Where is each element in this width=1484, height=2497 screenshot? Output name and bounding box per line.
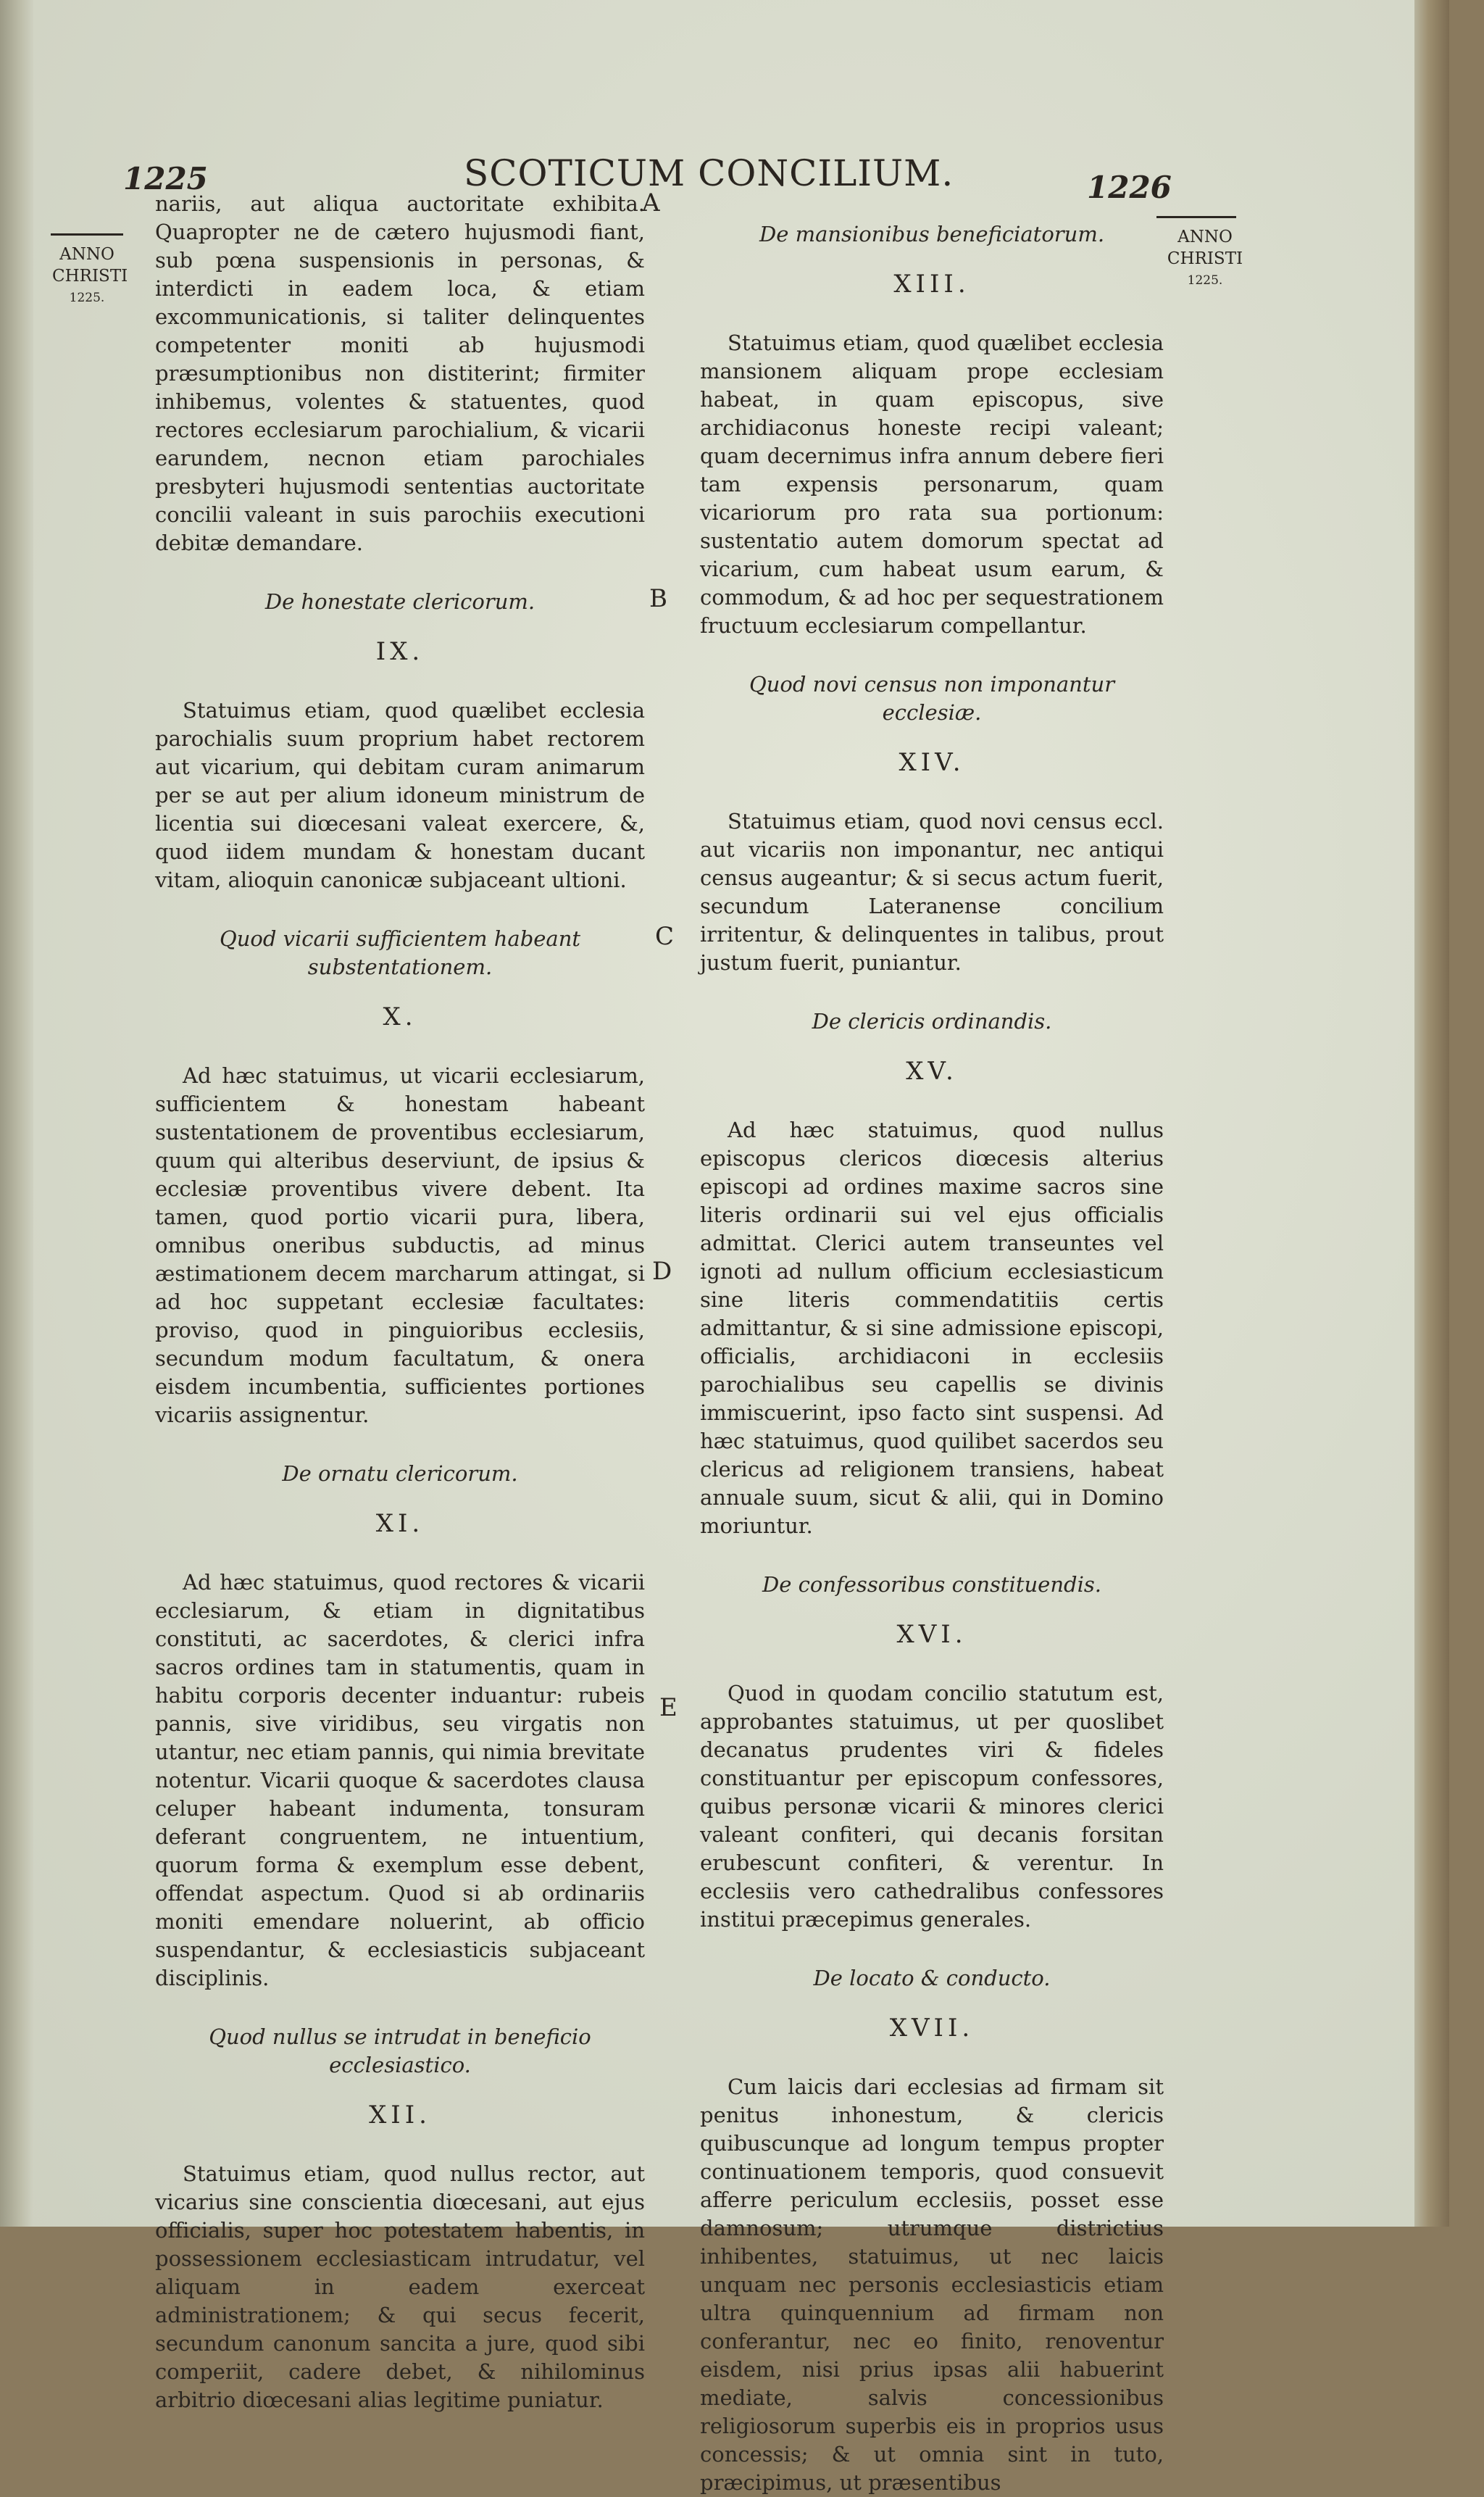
right-page-number: 1226 (1087, 170, 1172, 205)
section-letter-a: A (642, 188, 660, 217)
section-heading: De honestate clericorum. (264, 589, 535, 614)
chapter-number: IX. (375, 637, 425, 666)
section-heading: Quod nullus se intrudat in beneficio ecclesiastico. (209, 2024, 591, 2077)
book-spine (0, 0, 33, 2227)
chapter-number: XIII. (893, 270, 970, 299)
section-letter-b: B (649, 584, 667, 613)
chapter-number: X. (383, 1002, 417, 1031)
margin-rule-left (51, 233, 123, 236)
section-letter-d: D (652, 1257, 672, 1286)
chapter-number: XVII. (889, 2014, 975, 2043)
section-heading: Quod vicarii sufficientem habeant substentationem. (219, 926, 581, 979)
running-title: SCOTICUM CONCILIUM. (464, 152, 954, 194)
left-column (155, 190, 645, 2414)
section-heading: De confessoribus constituendis. (762, 1572, 1101, 1597)
margin-year: 1225. (1187, 273, 1223, 288)
section-letter-c: C (655, 922, 675, 951)
chapter-number: XI. (375, 1509, 425, 1538)
margin-note-right (1159, 226, 1251, 291)
section-heading: De clericis ordinandis. (812, 1009, 1052, 1034)
margin-note-left (52, 244, 128, 309)
margin-rule-right (1156, 216, 1236, 218)
margin-christi: CHRISTI (52, 267, 128, 286)
margin-anno: ANNO (59, 245, 114, 264)
chapter-text: Statuimus etiam, quod novi census eccl. aut vicariis non imponantur, nec antiqui census augeantur; & si secus actum fuerit, secundum Lateranense concilium irritentur, & delinquentes in talibus, prout justum fuerit, puniantur. (700, 809, 1164, 975)
right-column (700, 220, 1164, 2497)
chapter-number: XIV. (899, 748, 965, 777)
margin-anno: ANNO (1177, 228, 1233, 246)
chapter-number: XVI. (896, 1620, 967, 1649)
section-heading: De locato & conducto. (813, 1966, 1051, 1990)
margin-year: 1225. (69, 291, 105, 305)
section-heading: De ornatu clericorum. (282, 1461, 518, 1486)
chapter-text: Statuimus etiam, quod nullus rector, aut vicarius sine conscientia diœcesani, aut ejus officialis, super hoc potestatem habentis, in possessionem ecclesiasticam intrudatur, vel aliquam in eadem exerceat administrationem; & qui secus fecerit, secundum canonum sancita a jure, quod sibi comperiit, cadere debet, & nihilominus arbitrio diœcesani alias legitime puniatur. (155, 2161, 645, 2412)
chapter-text: Statuimus etiam, quod quælibet ecclesia mansionem aliquam prope ecclesiam habeat, in quam episcopus, sive archidiaconus honeste recipi valeant; quam decernimus infra annum debere fieri tam expensis personarum, quam vicariorum pro rata sua portionum: sustentatio autem domorum spectat ad vicarium, cum habeat usum earum, & commodum, & ad hoc per sequestrationem fructuum ecclesiarum compellantur. (700, 331, 1164, 638)
margin-christi: CHRISTI (1167, 249, 1243, 268)
chapter-text: Cum laicis dari ecclesias ad firmam sit penitus inhonestum, & clericis quibuscunque ad longum tempus propter continuationem temporis, quod consuevit afferre periculum ecclesiis, posset esse damnosum; utrumque districtius inhibentes, statuimus, ut nec laicis unquam nec personis ecclesiasticis etiam ultra quinquennium ad firmam non conferantur, nec eo finito, renoventur eisdem, nisi prius ipsas alii habuerint mediate, salvis concessionibus religiosorum superbis eis in proprios usus concessis; & ut omnia sint in tuto, præcipimus, ut præsentibus (700, 2074, 1164, 2495)
section-heading: De mansionibus beneficiatorum. (759, 222, 1105, 246)
chapter-number: XV. (906, 1057, 958, 1086)
chapter-text: Ad hæc statuimus, quod nullus episcopus clericos diœcesis alterius episcopi ad ordines maxime sacros sine literis ordinarii sui vel ejus officialis admittat. Clerici autem transeuntes vel ignoti ad nullum officium ecclesiasticum sine literis commendatitiis certis admittantur, & si sine admissione episcopi, officialis, archidiaconi in ecclesiis parochialibus seu capellis se divinis immiscuerint, ipso facto sint suspensi. Ad hæc statuimus, quod quilibet sacerdos seu clericus ad religionem transiens, habeat annuale suum, sicut & alii, qui in Domino moriuntur. (700, 1118, 1164, 1538)
chapter-text: nariis, aut aliqua auctoritate exhibita. Quapropter ne de cætero hujusmodi fiant, sub pœna suspensionis in personas, & interdicti in eadem loca, & etiam excommunicationis, si taliter delinquentes competenter moniti ab hujusmodi præsumptionibus non distiterint; firmiter inhibemus, volentes & statuentes, quod rectores ecclesiarum parochialium, & vicarii earundem, necnon etiam parochiales presbyteri hujusmodi sententias auctoritate concilii valeant in suis parochiis executioni debitæ demandare. (155, 191, 645, 555)
chapter-text: Quod in quodam concilio statutum est, approbantes statuimus, ut per quoslibet decanatus prudentes viri & fideles constituantur per episcopum confessores, quibus personæ vicarii & minores clerici valeant confiteri, qui decanis forsitan erubescunt confiteri, & verentur. In ecclesiis vero cathedralibus confessores institui præcepimus generales. (700, 1681, 1164, 1932)
section-letter-e: E (659, 1693, 678, 1722)
left-page-number: 1225 (123, 161, 208, 196)
page-edge (1414, 0, 1449, 2227)
section-heading: Quod novi census non imponantur ecclesiæ. (749, 672, 1115, 725)
chapter-text: Ad hæc statuimus, ut vicarii ecclesiarum, sufficientem & honestam habeant sustentationem de proventibus ecclesiarum, quum qui alteribus deserviunt, de ipsius & ecclesiæ proventibus vivere debent. Ita tamen, quod portio vicarii pura, libera, omnibus oneribus subductis, ad minus æstimationem decem marcharum attingat, si ad hoc suppetant ecclesiæ facultates: proviso, quod in pinguioribus ecclesiis, secundum modum facultatum, & onera eisdem incumbentia, sufficientes portiones vicariis assignentur. (155, 1063, 645, 1427)
chapter-text: Ad hæc statuimus, quod rectores & vicarii ecclesiarum, & etiam in dignitatibus constituti, ac sacerdotes, & clerici infra sacros ordines tam in statumentis, quam in habitu corporis decenter induantur: rubeis pannis, sive viridibus, seu virgatis non utantur, nec etiam pannis, qui nimia brevitate notentur. Vicarii quoque & sacerdotes clausa celuper habeant indumenta, tonsuram deferant congruentem, ne intuentium, quorum forma & exemplum esse debent, offendat aspectum. Quod si ab ordinariis moniti emendare noluerint, ab officio suspendantur, & ecclesiasticis subjaceant disciplinis. (155, 1570, 645, 1990)
chapter-number: XII. (369, 2101, 431, 2130)
chapter-text: Statuimus etiam, quod quælibet ecclesia parochialis suum proprium habet rectorem aut vicarium, qui debitam curam animarum per se aut per alium idoneum ministrum de licentia sui diœcesani valeat exercere, &, quod iidem mundam & honestam ducant vitam, alioquin canonicæ subjaceant ultioni. (155, 698, 645, 892)
